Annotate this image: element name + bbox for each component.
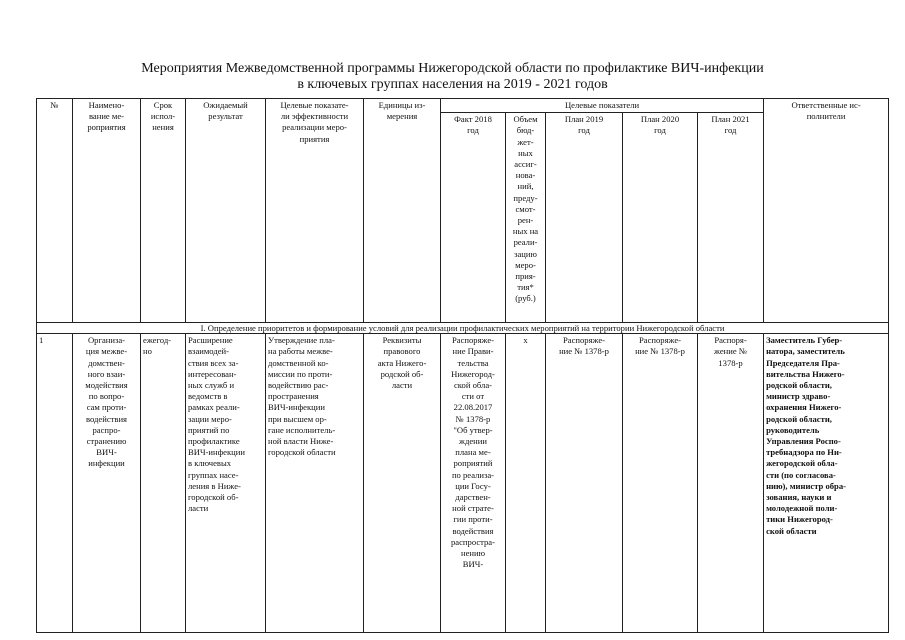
row-1-indicators: Утверждение пла- на работы межве- домственной ко- миссии по проти- водействию рас- пространения ВИЧ-инфекции при высшем ор- гане исполнитель- ной власти Ниже- городской области <box>266 334 364 633</box>
row-1-budget: х <box>506 334 546 633</box>
header-fact-2018: Факт 2018 год <box>441 113 506 323</box>
header-row-1 <box>37 99 889 113</box>
header-name: Наимено- вание ме- роприятия <box>73 99 141 323</box>
header-budget: Объем бюд- жет- ных ассиг- нова- ний, преду- смот- рен- ных на реали- зацию меро- прия- тия* (руб.) <box>506 113 546 323</box>
row-1-fact-2018: Распоряже- ние Прави- тельства Нижегород- ской обла- сти от 22.08.2017 № 1378-р "Об утвер- ждении плана ме- роприятий по реализа- ции Госу- дарствен- ной страте- гии проти- водействия распростра- нению ВИЧ- <box>441 334 506 633</box>
row-1-responsible: Заместитель Губер- натора, заместитель Председателя Пра- вительства Нижего- родской области, министр здраво- охранения Нижего- родской области, руководитель Управления Роспо- требнадзора по Ни- жегородской обла- сти (по согласова- нию), министр обра- зования, науки и молодежной поли- тики Нижегород- ской области <box>764 334 889 633</box>
row-1-plan-2019: Распоряже- ние № 1378-р <box>546 334 623 633</box>
row-1-num: 1 <box>37 334 73 633</box>
row-1-name: Организа- ция межве- домствен- ного взаи- модействия по вопро- сам проти- водействия распро- странению ВИЧ- инфекции <box>73 334 141 633</box>
title-line-2: в ключевых группах населения на 2019 - 2021 годов <box>297 77 608 92</box>
header-indicators: Целевые показате- ли эффективности реализации меро- приятия <box>266 99 364 323</box>
header-plan-2020: План 2020 год <box>623 113 698 323</box>
row-1-plan-2021: Распоря- жение № 1378-р <box>698 334 764 633</box>
row-1-plan-2020: Распоряже- ние № 1378-р <box>623 334 698 633</box>
header-num: № <box>37 99 73 323</box>
section-1-title: I. Определение приоритетов и формирование условий для реализации профилактических мероприятий на территории Нижегородской области <box>37 323 889 334</box>
section-row-1 <box>37 323 889 334</box>
header-target-group: Целевые показатели <box>441 99 764 113</box>
title-line-1: Мероприятия Межведомственной программы Нижегородской области по профилактике ВИЧ-инфекции <box>141 61 764 76</box>
header-units: Единицы из- мерения <box>364 99 441 323</box>
header-term: Срок испол- нения <box>141 99 186 323</box>
document-title <box>0 61 905 93</box>
program-table <box>36 98 889 633</box>
row-1-expected: Расширение взаимодей- ствия всех за- интересован- ных служб и ведомств в рамках реали- зации меро- приятий по профилактике ВИЧ-инфекции в ключевых группах насе- ления в Ниже- городской об- ласти <box>186 334 266 633</box>
header-responsible: Ответственные ис- полнители <box>764 99 889 323</box>
row-1-term: ежегод- но <box>141 334 186 633</box>
row-1-units: Реквизиты правового акта Нижего- родской об- ласти <box>364 334 441 633</box>
header-plan-2021: План 2021 год <box>698 113 764 323</box>
header-plan-2019: План 2019 год <box>546 113 623 323</box>
table-row <box>37 334 889 633</box>
header-expected: Ожидаемый результат <box>186 99 266 323</box>
